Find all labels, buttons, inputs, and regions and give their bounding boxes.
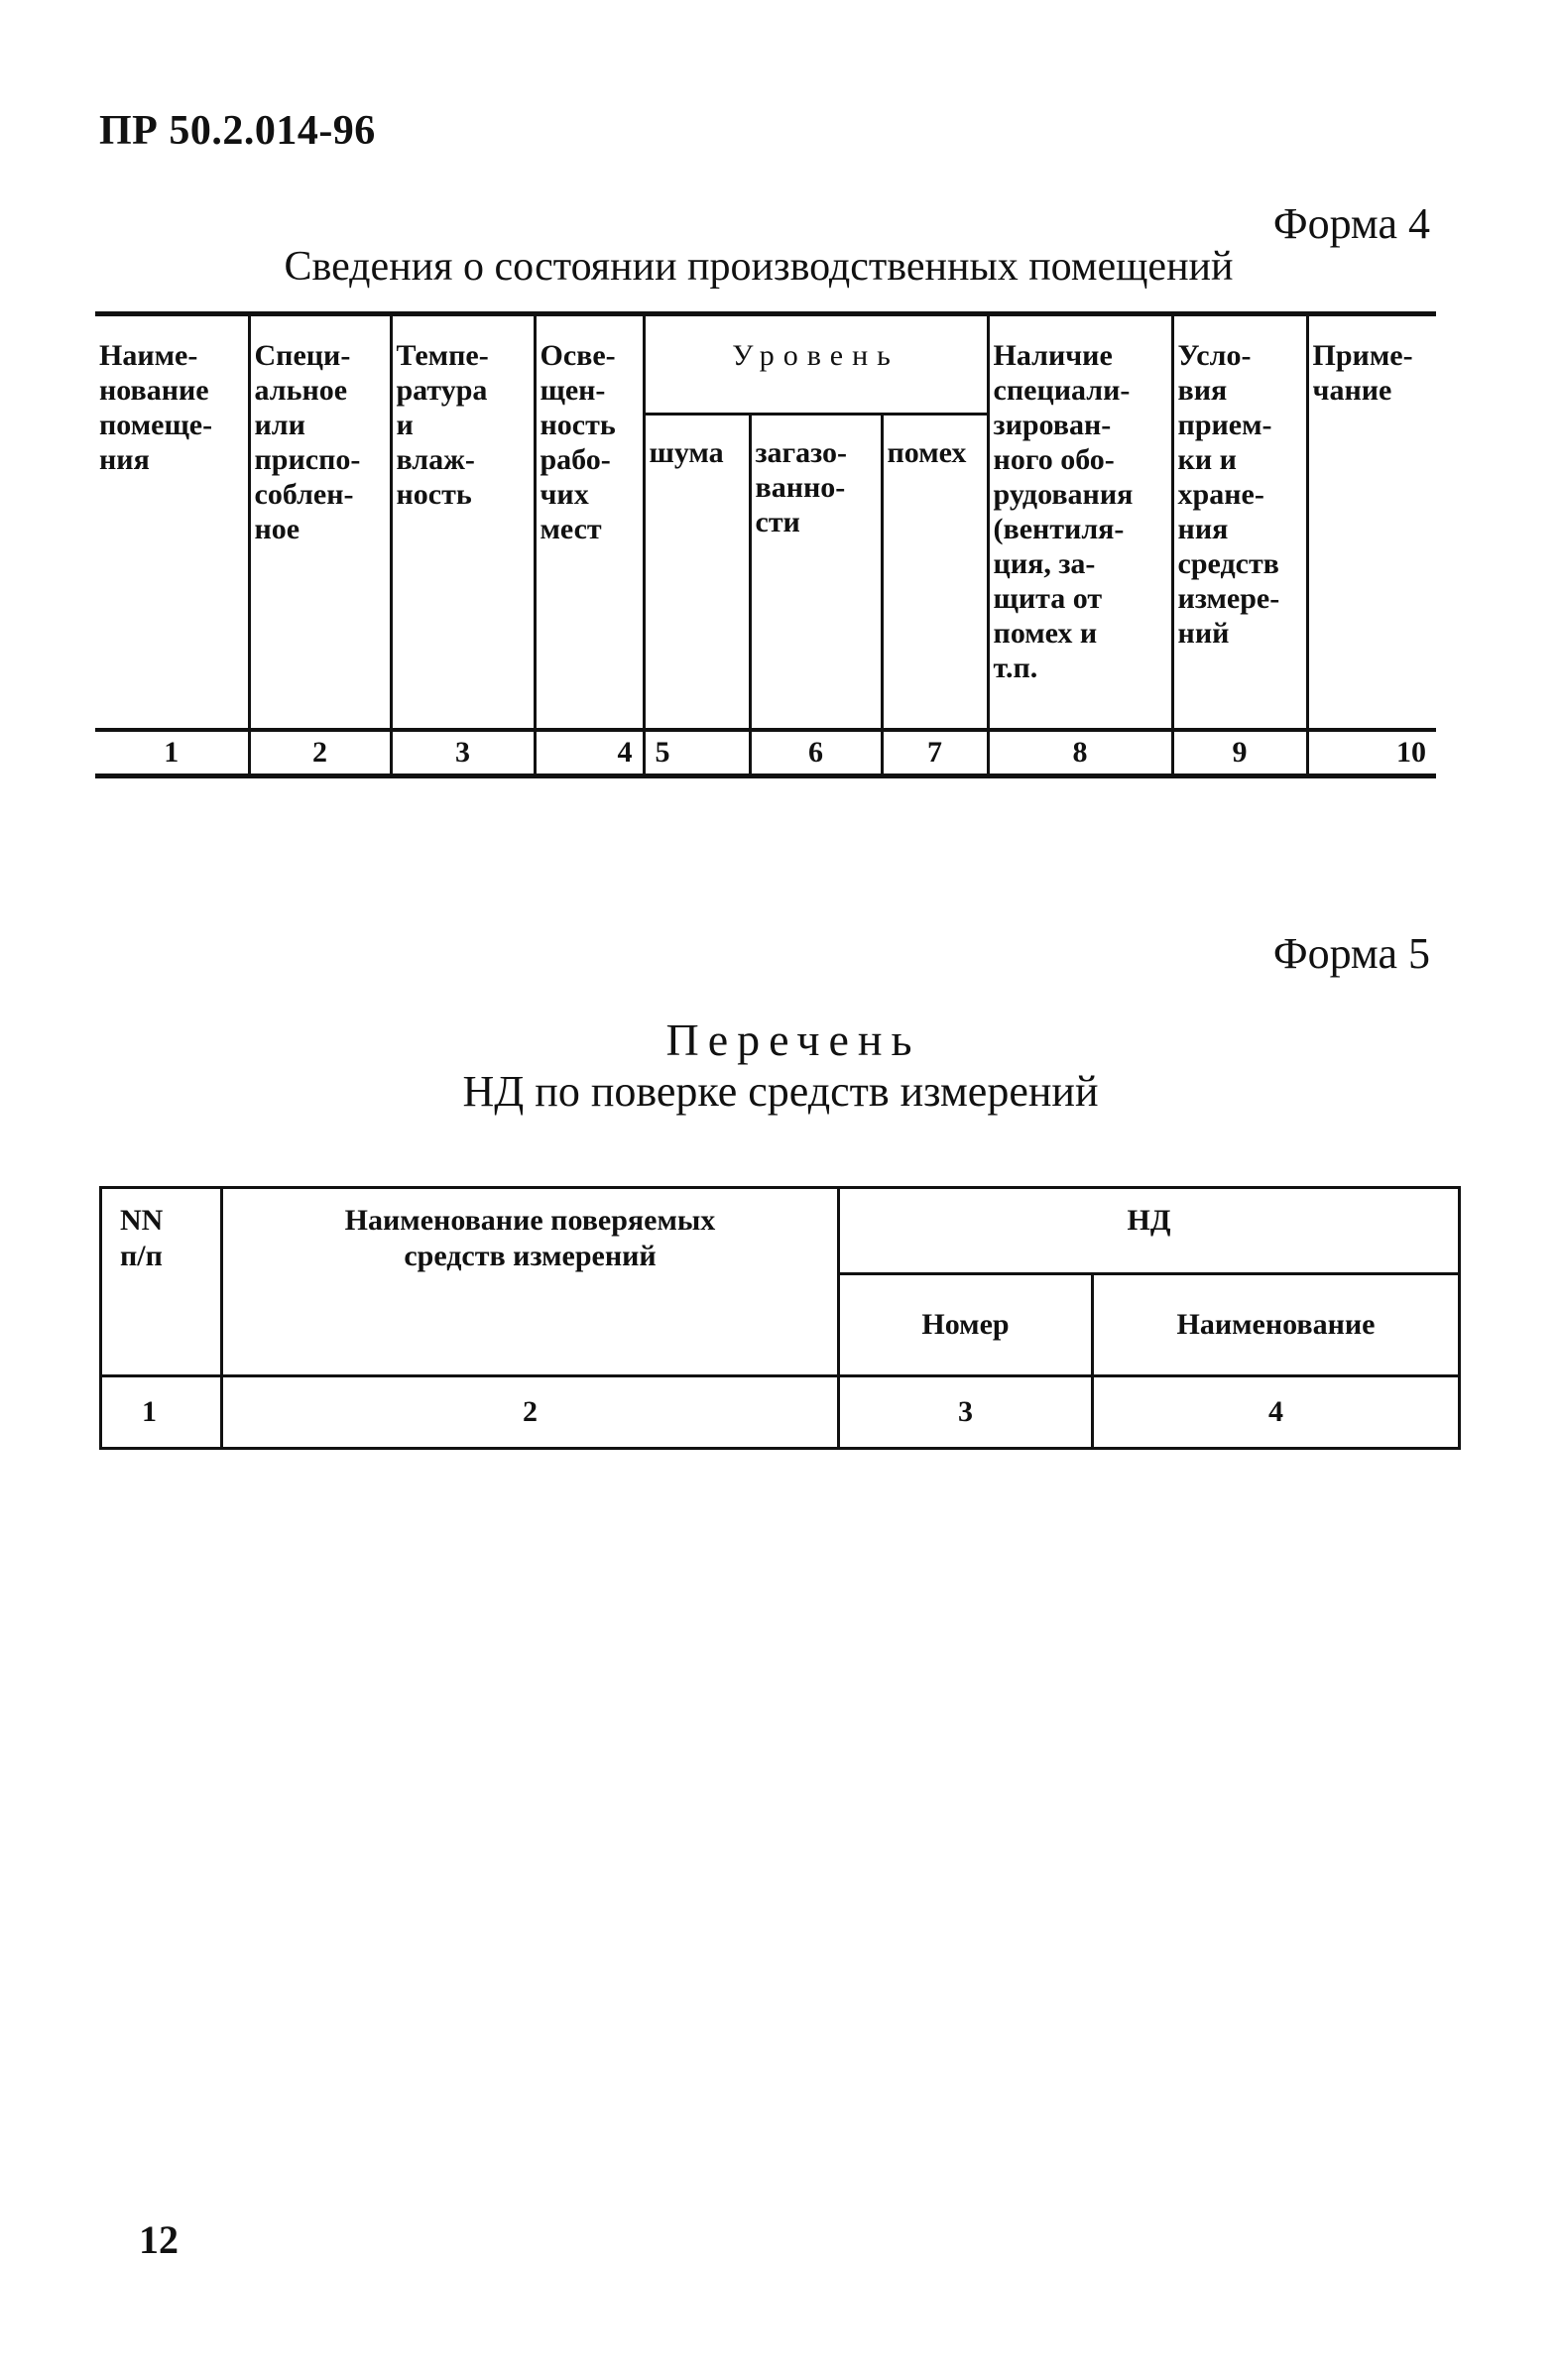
col-number: 3: [839, 1376, 1093, 1449]
col-header-special: Специ- альное или приспо- соблен- ное: [249, 314, 391, 730]
col-header-room-name: Наиме- нование помеще- ния: [95, 314, 249, 730]
col-number: 4: [535, 730, 644, 776]
col-number: 2: [222, 1376, 839, 1449]
col-header-instrument-name: Наименование поверяемых средств измерений: [222, 1188, 839, 1376]
col-header-noise: шума: [644, 415, 750, 730]
col-number: 7: [882, 730, 988, 776]
form4-table: [95, 311, 1436, 778]
col-header-equipment: Наличие специали- зирован- ного обо- рудования (вентиля- ция, за- щита от помех и т.п.: [988, 314, 1172, 730]
form5-subtitle: НД по поверке средств измерений: [462, 1067, 1099, 1116]
col-header-temperature: Темпе- ратура и влаж- ность: [391, 314, 535, 730]
col-header-interference: помех: [882, 415, 988, 730]
col-number: 5: [644, 730, 750, 776]
col-header-nd: НД: [839, 1188, 1460, 1274]
col-number: 1: [95, 730, 249, 776]
col-header-note: Приме- чание: [1307, 314, 1436, 730]
col-number: 1: [101, 1376, 222, 1449]
col-number: 8: [988, 730, 1172, 776]
col-header-index: NN п/п: [101, 1188, 222, 1376]
form4-title: Сведения о состоянии производственных помещений: [284, 244, 1234, 290]
form5-title: Перечень: [665, 1014, 921, 1065]
page-number: 12: [139, 2217, 179, 2262]
document-code: ПР 50.2.014-96: [99, 108, 376, 154]
form5-label: Форма 5: [1272, 929, 1430, 978]
col-header-level: Уровень: [644, 314, 988, 415]
col-header-gas: загазо- ванно- сти: [750, 415, 882, 730]
col-number: 4: [1093, 1376, 1460, 1449]
col-number: 6: [750, 730, 882, 776]
col-number: 10: [1307, 730, 1436, 776]
col-number: 3: [391, 730, 535, 776]
col-number: 2: [249, 730, 391, 776]
col-header-nd-name: Наименование: [1093, 1274, 1460, 1376]
col-header-number: Номер: [839, 1274, 1093, 1376]
form5-table: [99, 1186, 1461, 1450]
col-header-lighting: Осве- щен- ность рабо- чих мест: [535, 314, 644, 730]
form4-label: Форма 4: [1272, 199, 1430, 248]
col-number: 9: [1172, 730, 1307, 776]
col-header-storage: Усло- вия прием- ки и хране- ния средств измере- ний: [1172, 314, 1307, 730]
